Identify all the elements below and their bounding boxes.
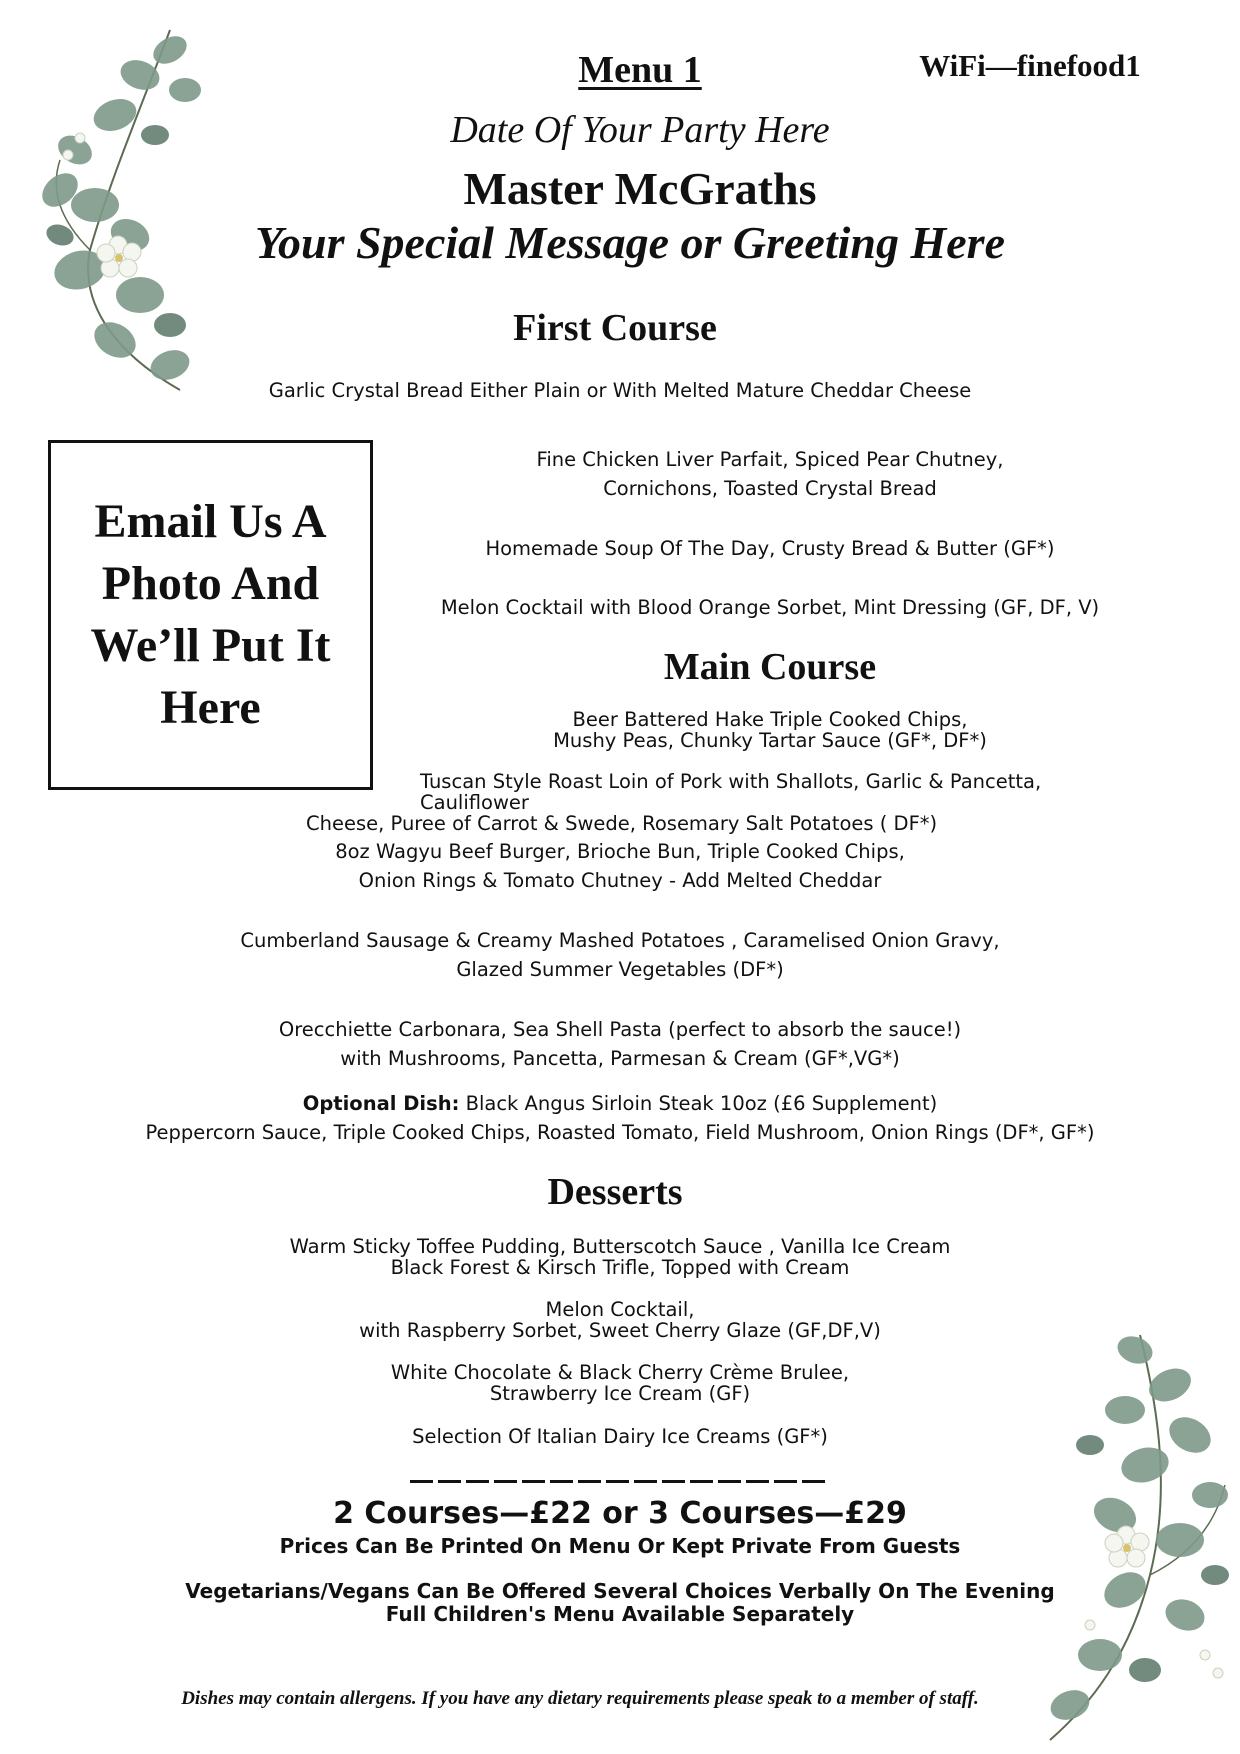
section-divider	[410, 1468, 830, 1471]
main-course-item	[220, 926, 1020, 984]
item-line: Orecchiette Carbonara, Sea Shell Pasta (perfect to absorb the sauce!)	[278, 1018, 962, 1041]
photo-placeholder-box	[48, 440, 373, 790]
allergen-disclaimer: Dishes may contain allergens. If you have any dietary requirements please speak to a member of staff.	[181, 1688, 979, 1709]
item-line: Strawberry Ice Cream (GF)	[489, 1382, 751, 1405]
vegetarian-note: Vegetarians/Vegans Can Be Offered Several Choices Verbally On The Evening	[185, 1579, 1055, 1603]
dessert-item	[340, 1362, 900, 1404]
desserts-heading: Desserts	[547, 1171, 683, 1213]
item-line: Black Forest & Kirsch Trifle, Topped with Cream	[390, 1256, 850, 1279]
dessert-item	[240, 1236, 1000, 1278]
first-course-item: Homemade Soup Of The Day, Crusty Bread & Butter (GF*)	[485, 537, 1055, 560]
item-line: Cumberland Sausage & Creamy Mashed Potatoes , Caramelised Onion Gravy,	[240, 929, 1000, 952]
main-course-heading: Main Course	[663, 646, 877, 688]
item-line: Cornichons, Toasted Crystal Bread	[603, 477, 937, 500]
dietary-info	[140, 1580, 1100, 1626]
optional-dish-sides: Peppercorn Sauce, Triple Cooked Chips, Roasted Tomato, Field Mushroom, Onion Rings (DF*, GF*)	[145, 1121, 1095, 1144]
first-course-heading: First Course	[513, 307, 717, 349]
item-line: White Chocolate & Black Cherry Crème Brulee,	[390, 1361, 850, 1384]
optional-dish-line	[140, 1089, 1100, 1118]
item-line: Melon Cocktail,	[545, 1298, 695, 1321]
optional-dish-name: Black Angus Sirloin Steak 10oz (£6 Supplement)	[459, 1092, 938, 1115]
menu-title: Menu 1	[578, 49, 702, 91]
main-course-item	[300, 771, 1140, 834]
party-date: Date Of Your Party Here	[450, 109, 830, 151]
main-course-item	[240, 1015, 1000, 1073]
childrens-menu-note: Full Children's Menu Available Separately	[385, 1602, 855, 1626]
item-line: Fine Chicken Liver Parfait, Spiced Pear Chutney,	[536, 448, 1004, 471]
price-line: 2 Courses—£22 or 3 Courses—£29	[333, 1496, 907, 1531]
item-line: Onion Rings & Tomato Chutney - Add Melted Cheddar	[358, 869, 882, 892]
price-note: Prices Can Be Printed On Menu Or Kept Private From Guests	[279, 1534, 961, 1558]
main-course-item	[260, 837, 980, 895]
first-course-item: Garlic Crystal Bread Either Plain or With Melted Mature Cheddar Cheese	[268, 379, 972, 402]
greeting-message: Your Special Message or Greeting Here	[254, 217, 1005, 268]
item-line: with Mushrooms, Pancetta, Parmesan & Cream (GF*,VG*)	[340, 1047, 900, 1070]
photo-placeholder-text: Email Us A Photo And We’ll Put It Here	[90, 495, 331, 734]
optional-dish	[140, 1089, 1100, 1147]
dessert-item	[320, 1299, 920, 1341]
item-line: 8oz Wagyu Beef Burger, Brioche Bun, Triple Cooked Chips,	[335, 840, 905, 863]
venue-name: Master McGraths	[463, 163, 817, 214]
item-line: Beer Battered Hake Triple Cooked Chips,	[572, 708, 968, 731]
eucalyptus-top-left-icon	[20, 20, 250, 410]
main-course-item	[470, 709, 1070, 751]
item-line: Cheese, Puree of Carrot & Swede, Rosemary Salt Potatoes ( DF*)	[306, 812, 938, 835]
item-line: with Raspberry Sorbet, Sweet Cherry Glaze (GF,DF,V)	[359, 1319, 881, 1342]
eucalyptus-bottom-right-icon	[1030, 1325, 1240, 1750]
wifi-label: WiFi—finefood1	[919, 48, 1141, 83]
first-course-item: Melon Cocktail with Blood Orange Sorbet, Mint Dressing (GF, DF, V)	[440, 596, 1100, 619]
item-line: Glazed Summer Vegetables (DF*)	[456, 958, 784, 981]
dessert-item: Selection Of Italian Dairy Ice Creams (GF*)	[412, 1425, 828, 1448]
item-line: Warm Sticky Toffee Pudding, Butterscotch Sauce , Vanilla Ice Cream	[289, 1235, 951, 1258]
item-line: Mushy Peas, Chunky Tartar Sauce (GF*, DF*)	[553, 729, 987, 752]
first-course-item	[470, 445, 1070, 503]
item-line: Tuscan Style Roast Loin of Pork with Shallots, Garlic & Pancetta, Cauliflower	[420, 770, 1042, 814]
optional-dish-label: Optional Dish:	[302, 1092, 460, 1115]
